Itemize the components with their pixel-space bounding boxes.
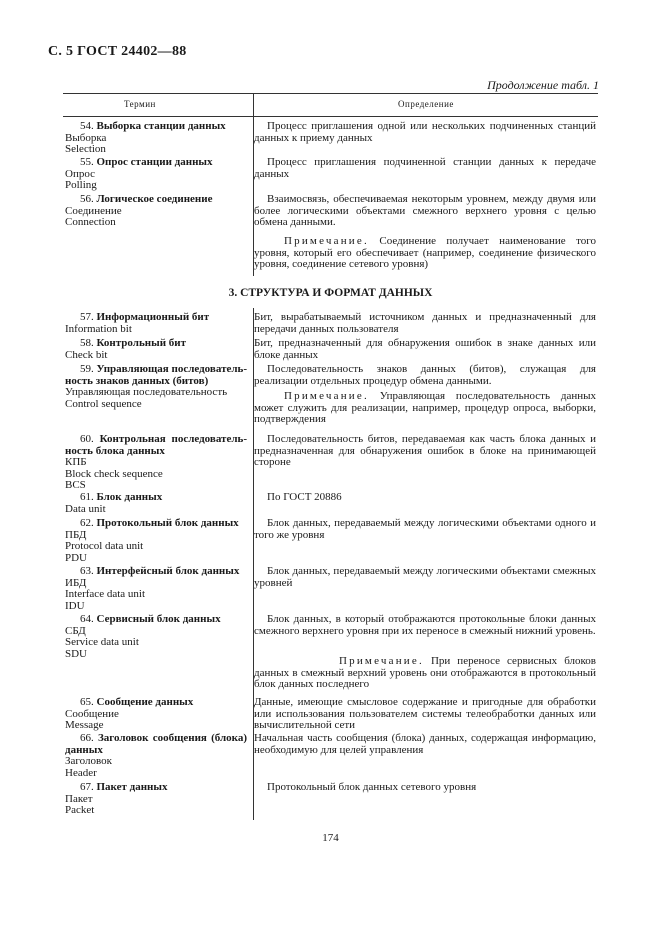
- table-header-rule: [63, 116, 598, 117]
- definition-65: Данные, имеющие смысловое содержание и пригодные для обработки или использования пользователем системы телеобработки данных или вычислительной сети: [254, 696, 596, 731]
- page-number: 174: [322, 832, 339, 844]
- definition-64: Блок данных, в который отображаются протокольные блоки данных смежного верхнего уровня при их переносе в смежный нижний уровень.: [254, 613, 596, 637]
- table-continuation-label: Продолжение табл. 1: [487, 78, 599, 92]
- note-59: Примечание. Управляющая последовательность данных может служить для реализации, например, процедур опроса, выборки, подтверждения: [254, 390, 596, 425]
- term-entry-57: 57. Информационный бит Information bit: [65, 311, 210, 335]
- term-entry-62: 62. Протокольный блок данных ПБД Protocol data unit PDU: [65, 517, 239, 564]
- definition-56: Взаимосвязь, обеспечиваемая некоторым уровнем, между двумя или более логическими объектами смежного верхнего уровня с целью обмена данными.: [254, 193, 596, 228]
- document-header: С. 5 ГОСТ 24402—88: [48, 44, 187, 59]
- definition-59: Последовательность знаков данных (битов), служащая для реализации отдельных процедур обмена данными.: [254, 363, 596, 387]
- definition-61: По ГОСТ 20886: [267, 491, 342, 503]
- term-entry-65: 65. Сообщение данных Сообщение Message: [65, 696, 194, 731]
- definition-63: Блок данных, передаваемый между логическими объектами смежных уровней: [254, 565, 596, 589]
- term-entry-64: 64. Сервисный блок данных СБД Service data unit SDU: [65, 613, 221, 660]
- definition-55: Процесс приглашения подчиненной станции данных к передаче данных: [254, 156, 596, 180]
- definition-54: Процесс приглашения одной или нескольких подчиненных станций данных к приему данных: [254, 120, 596, 144]
- term-entry-61: 61. Блок данных Data unit: [65, 491, 163, 515]
- definition-57: Бит, вырабатываемый источником данных и предназначенный для передачи данных пользователя: [254, 311, 596, 335]
- term-entry-63: 63. Интерфейсный блок данных ИБД Interface data unit IDU: [65, 565, 240, 612]
- definition-58: Бит, предназначенный для обнаружения ошибок в знаке данных или блоке данных: [254, 337, 596, 361]
- note-64: Примечание. При переносе сервисных блоков данных в смежный верхний уровень они отображаются в протокольный блок данных последнего: [254, 655, 596, 690]
- definition-67: Протокольный блок данных сетевого уровня: [267, 781, 477, 793]
- section-title: 3. СТРУКТУРА И ФОРМАТ ДАННЫХ: [228, 287, 433, 299]
- term-entry-54: 54. Выборка станции данных Выборка Selection: [65, 120, 226, 155]
- column-header-definition: Определение: [398, 99, 454, 109]
- column-header-term: Термин: [124, 99, 156, 109]
- column-divider: [253, 93, 254, 116]
- term-entry-67: 67. Пакет данных Пакет Packet: [65, 781, 168, 816]
- term-entry-66: 66. Заголовок сообщения (блока) данных Заголовок Header: [65, 732, 247, 779]
- term-entry-58: 58. Контрольный бит Check bit: [65, 337, 187, 361]
- definition-62: Блок данных, передаваемый между логическими объектами одного и того же уровня: [254, 517, 596, 541]
- term-entry-60: 60. Контрольная последователь- ность блока данных КПБ Block check sequence BCS: [65, 433, 247, 491]
- term-entry-59: 59. Управляющая последователь- ность знаков данных (битов) Управляющая последовательность Control sequence: [65, 363, 248, 410]
- definition-66: Начальная часть сообщения (блока) данных, содержащая информацию, необходимую для целей управления: [254, 732, 596, 756]
- term-entry-56: 56. Логическое соединение Соединение Connection: [65, 193, 213, 228]
- note-56: Примечание. Соединение получает наименование того уровня, который его обеспечивает (например, соединение физического уровня, соединение сетевого уровня): [254, 235, 596, 270]
- definition-60: Последовательность битов, передаваемая как часть блока данных и предназначенная для обнаружения ошибок в блоке на принимающей стороне: [254, 433, 596, 468]
- table-top-rule: [63, 93, 598, 94]
- term-entry-55: 55. Опрос станции данных Опрос Polling: [65, 156, 213, 191]
